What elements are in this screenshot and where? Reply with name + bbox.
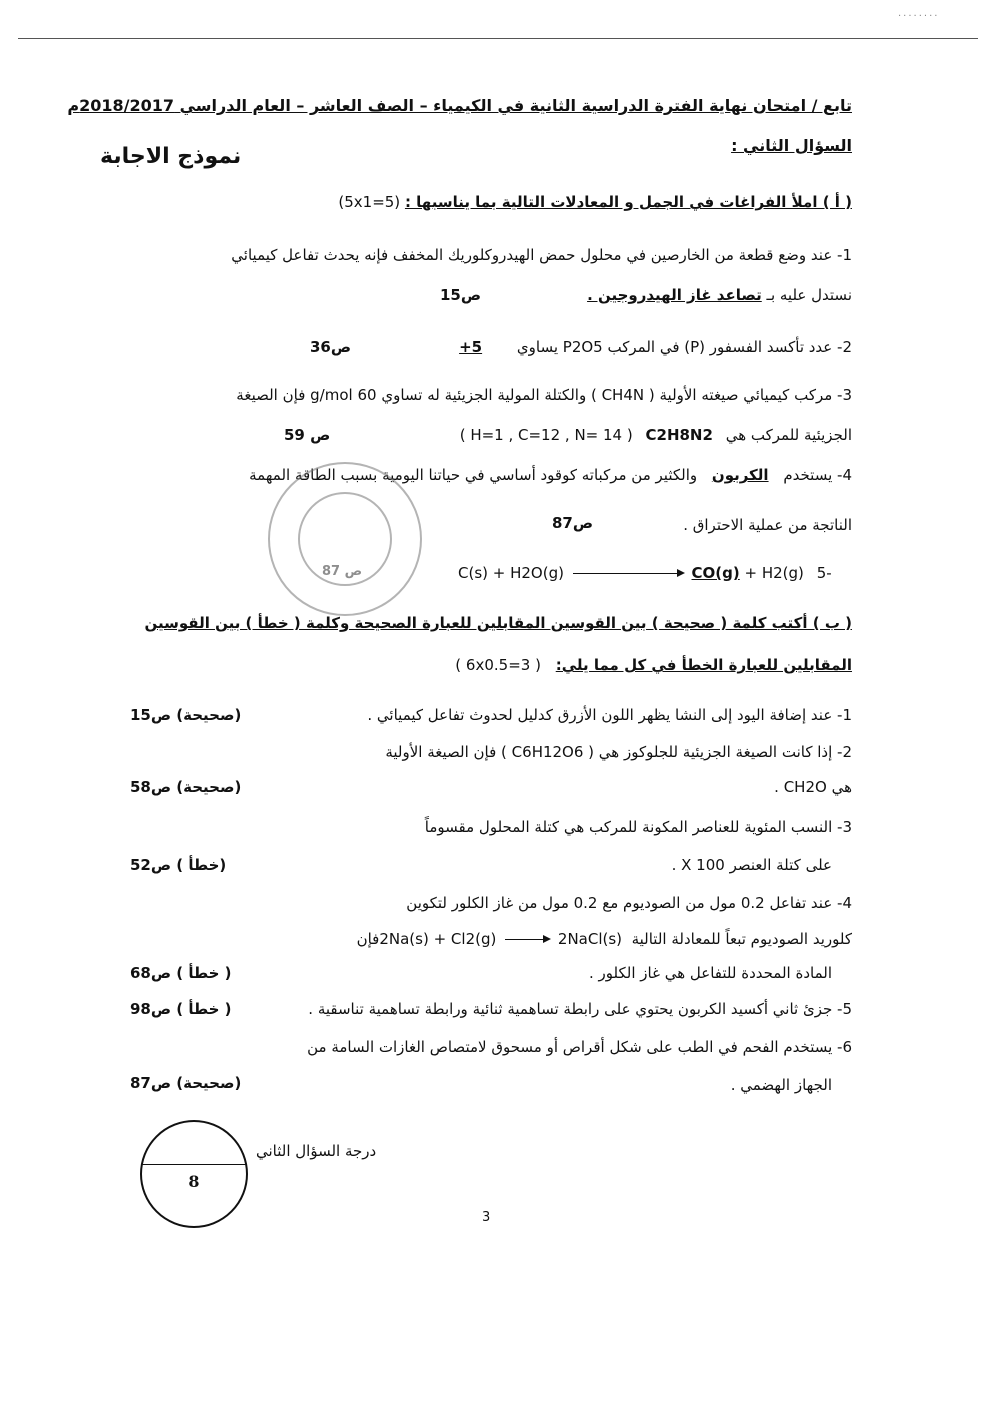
a-item-4-stem: 4- يستخدم [783,466,852,484]
b-item-2-answer: (صحيحة) ص58 [130,778,242,796]
b-item-4-stem: كلوريد الصوديوم تبعاً للمعادلة التالية [631,930,852,948]
a-item-5-answer: CO(g) [691,564,740,582]
a-item-5-equation [458,564,832,582]
a-item-2-stem: 2- عدد تأكسد الفسفور (P) في المركب P2O5 يساوي [516,338,852,356]
exam-title: تابع / امتحان نهاية الفترة الدراسية الثانية في الكيمياء – الصف العاشر – العام الدراسي 2018/2017م [67,96,852,115]
a-item-3-answer: C2H8N2 [645,426,713,444]
a-item-2-page: ص36 [310,338,352,356]
a-item-4-page: ص87 [552,514,594,532]
question-label: السؤال الثاني : [731,136,852,155]
a-item-3-line1: 3- مركب كيميائي صيغته الأولية ( CH4N ) والكتلة المولية الجزيئية له تساوي 60 g/mol فإن الصيغة [236,386,852,404]
a-item-5-number: 5- [816,564,832,582]
a-item-3-stem: الجزيئية للمركب هي [725,426,852,444]
a-item-4-rest: والكثير من مركباته كوقود أساسي في حياتنا اليومية بسبب الطاقة المهمة [249,466,698,484]
section-b-title-line2 [455,656,852,674]
answer-model-title: نموذج الاجابة [100,144,242,169]
b-item-4-equation [379,930,626,948]
scan-marks: ........ [898,8,940,19]
score-divider [142,1164,246,1165]
a-item-2 [459,338,852,356]
section-a-title: ( أ ) املأ الفراغات في الجمل و المعادلات التالية بما يناسبها : [404,193,852,211]
b-item-3-line1: 3- النسب المئوية للعناصر المكونة للمركب هي كتلة المحلول مقسوماً [424,818,852,836]
section-b-marks: ( 6x0.5=3 ) [455,656,541,674]
a-item-3-page: ص 59 [284,426,331,444]
stamp-page-ref: ص 87 [322,564,363,579]
b-item-3-answer: (خطأ ) ص52 [130,856,227,874]
a-item-5-products-rest: + H2(g) [744,564,804,582]
a-item-3-constants: ( H=1 , C=12 , N= 14 ) [459,426,633,444]
b-item-2-line2: هي CH2O . [774,778,852,796]
b-item-4-line3: المادة المحددة للتفاعل هي غاز الكلور . [589,964,832,982]
b-item-5-line1: 5- جزئ ثاني أكسيد الكربون يحتوي على رابطة تساهمية ثنائية ورابطة تساهمية تناسقية . [308,1000,852,1018]
b-item-4-eq-left: 2Na(s) + Cl2(g) [379,930,497,948]
a-item-1-line1: 1- عند وضع قطعة من الخارصين في محلول حمض الهيدروكلوريك المخفف فإنه يحدث تفاعل كيميائي [231,246,852,264]
b-item-6-answer: (صحيحة) ص87 [130,1074,242,1092]
page-number: 3 [482,1210,491,1225]
b-item-4-answer: ( خطأ ) ص68 [130,964,232,982]
section-a-marks: (5x1=5) [338,193,401,211]
a-item-1-stem: نستدل عليه بـ [766,286,852,304]
b-item-4-line1: 4- عند تفاعل 0.2 مول من الصوديوم مع 0.2 مول من غاز الكلور لتكوين [406,894,852,912]
b-item-2-line1: 2- إذا كانت الصيغة الجزيئية للجلوكوز هي ( C6H12O6 ) فإن الصيغة الأولية [385,743,852,761]
b-item-1-answer: (صحيحة) ص15 [130,706,242,724]
reaction-arrow-small [505,939,549,940]
a-item-3-line2 [460,426,852,444]
score-value: 8 [188,1172,200,1191]
b-item-1-line1: 1- عند إضافة اليود إلى النشا يظهر اللون الأزرق كدليل لحدوث تفاعل كيميائي . [367,706,852,724]
a-item-1-page: ص15 [440,286,482,304]
b-item-3-line2: على كتلة العنصر X 100 . [671,856,832,874]
top-rule [18,38,978,39]
section-b-title-line1: ( ب ) أكتب كلمة ( صحيحة ) بين القوسين المقابلين للعبارة الصحيحة وكلمة ( خطأ ) بين القوسين [144,614,852,632]
section-b-title-text: المقابلين للعبارة الخطأ في كل مما يلي: [555,656,852,674]
section-a-heading [338,193,852,211]
b-item-5-answer: ( خطأ ) ص98 [130,1000,232,1018]
a-item-4-answer: الكربون [711,466,769,484]
official-stamp [268,462,422,616]
score-label: درجة السؤال الثاني [256,1142,377,1160]
b-item-6-line2: الجهاز الهضمي . [730,1076,832,1094]
a-item-5-reactants: C(s) + H2O(g) [458,564,564,582]
reaction-arrow [573,573,683,574]
b-item-6-line1: 6- يستخدم الفحم في الطب على شكل أقراص أو مسحوق لامتصاص الغازات السامة من [307,1038,852,1056]
b-item-4-eq-right: 2NaCl(s) [557,930,623,948]
b-item-4-tail: فإن [356,930,380,948]
a-item-2-answer: +5 [459,338,483,356]
score-circle [140,1120,248,1228]
a-item-1-line2 [587,286,852,304]
a-item-1-answer: تصاعد غاز الهيدروجين . [587,286,762,304]
b-item-4-line2 [357,930,852,948]
a-item-4-line2: الناتجة من عملية الاحتراق . [683,516,852,534]
